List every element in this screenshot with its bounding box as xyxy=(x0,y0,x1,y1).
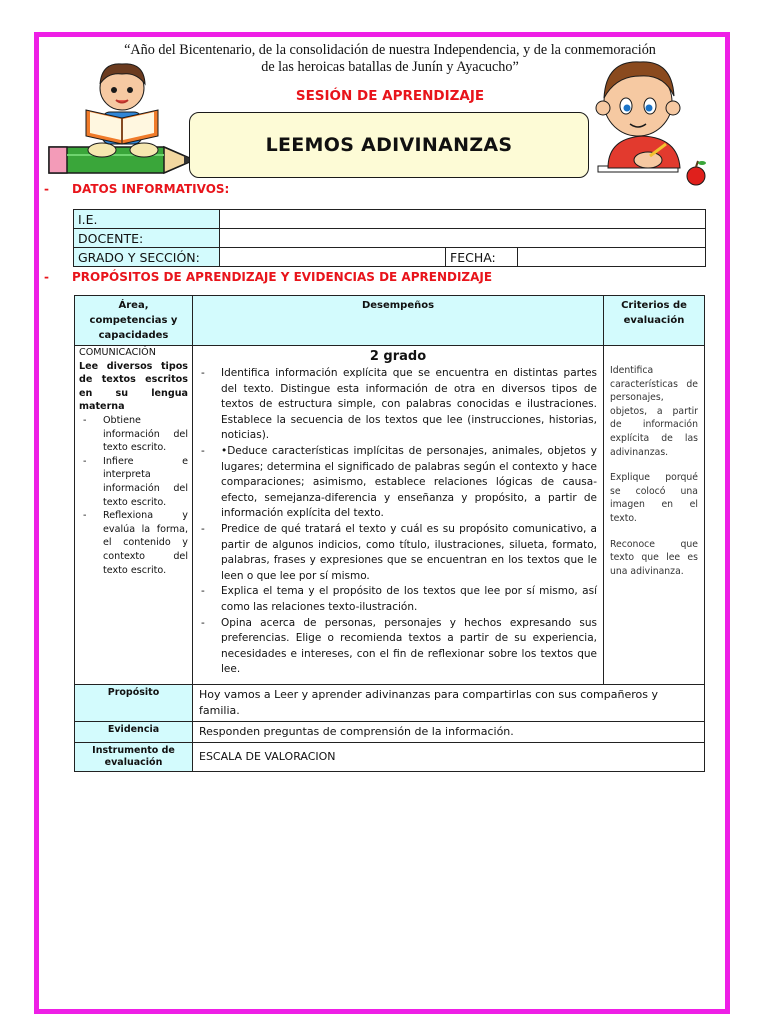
grado-value[interactable] xyxy=(220,248,446,267)
list-item: - Obtiene información del texto escrito. xyxy=(79,414,188,455)
bullet-dash: - xyxy=(44,270,49,284)
fecha-label: FECHA: xyxy=(446,248,518,267)
table-row xyxy=(74,248,706,267)
proposito-label: Propósito xyxy=(75,684,193,721)
evidencia-value: Responden preguntas de comprensión de la información. xyxy=(193,721,705,742)
docente-value[interactable] xyxy=(220,229,706,248)
bullet-dash: - xyxy=(44,182,49,196)
docente-label: DOCENTE: xyxy=(74,229,220,248)
section-propositos xyxy=(44,270,492,284)
section-title: PROPÓSITOS DE APRENDIZAJE Y EVIDENCIAS DE APRENDIZAJE xyxy=(72,270,493,284)
table-row xyxy=(75,742,705,771)
session-title: SESIÓN DE APRENDIZAJE xyxy=(295,88,485,104)
ie-label: I.E. xyxy=(74,210,220,229)
instrumento-value: ESCALA DE VALORACION xyxy=(193,742,705,771)
list-item: - Predice de qué tratará el texto y cuál es su propósito comunicativo, a partir de algunos indicios, como título, ilustraciones, silueta, formato, palabras, frases y expresiones que se encuentran en los textos que le leen o que lee por sí mismo. xyxy=(199,522,597,584)
proposito-value: Hoy vamos a Leer y aprender adivinanzas para compartirlas con sus compañeros y familia. xyxy=(193,684,705,721)
list-item: - Identifica información explícita que se encuentra en distintas partes del texto. Distingue esta información de otra en diversos tipos de textos de estructura simple, con palabras conocidas e ilustraciones. Establece la secuencia de los textos que lee (instrucciones, historias, noticias). xyxy=(199,366,597,444)
criterio-item: Reconoce que texto que lee es una adivinanza. xyxy=(610,538,698,577)
motto-line-1: “Año del Bicentenario, de la consolidación de nuestra Independencia, y de la conmemoración xyxy=(124,42,656,58)
area-header: Área, competencias y capacidades xyxy=(75,296,193,346)
info-table xyxy=(73,209,706,267)
table-row xyxy=(75,346,705,685)
desempenos-header: Desempeños xyxy=(193,296,604,346)
criterios-header: Criterios de evaluación xyxy=(604,296,705,346)
list-item: - Reflexiona y evalúa la forma, el contenido y contexto del texto escrito. xyxy=(79,509,188,577)
competencia-text: Lee diversos tipos de textos escritos en su lengua materna xyxy=(79,360,188,413)
evidencia-label: Evidencia xyxy=(75,721,193,742)
criterios-cell xyxy=(604,346,705,685)
criterio-item: Identifica características de personajes, objetos, a partir de información explícita de las adivinanzas. xyxy=(610,365,698,458)
capacidades-list xyxy=(79,414,188,577)
criterio-item: Explique porqué se colocó una imagen en el texto. xyxy=(610,472,698,524)
desempenos-cell xyxy=(193,346,604,685)
ie-value[interactable] xyxy=(220,210,706,229)
motto-text xyxy=(90,42,690,76)
table-row xyxy=(75,721,705,742)
section-title: DATOS INFORMATIVOS: xyxy=(72,182,230,196)
table-row xyxy=(74,229,706,248)
list-item: - Explica el tema y el propósito de los textos que lee por sí mismo, así como las relaciones texto-ilustración. xyxy=(199,584,597,615)
desempenos-list xyxy=(199,366,597,678)
area-title: COMUNICACIÓN xyxy=(79,347,156,358)
area-cell xyxy=(75,346,193,685)
main-title: LEEMOS ADIVINANZAS xyxy=(265,134,513,156)
list-item: - Opina acerca de personas, personajes y hechos expresando sus preferencias. Elige o recomienda textos a partir de su experiencia, necesidades e intereses, con el fin de reflexionar sobre los textos que lee. xyxy=(199,616,597,678)
fecha-value[interactable] xyxy=(518,248,706,267)
grado-label: GRADO Y SECCIÓN: xyxy=(74,248,220,267)
table-row xyxy=(75,684,705,721)
section-datos-informativos xyxy=(44,182,229,196)
motto-line-2: de las heroicas batallas de Junín y Ayacucho” xyxy=(261,59,519,75)
table-header-row xyxy=(75,296,705,346)
main-table xyxy=(74,295,705,772)
list-item: - •Deduce características implícitas de personajes, animales, objetos y lugares; determina el significado de palabras según el contexto y hace comparaciones; asimismo, establece relaciones lógicas de causa-efecto, semejanza-diferencia y enseñanza y propósito, a partir de información explícita del texto. xyxy=(199,444,597,522)
instrumento-label: Instrumento de evaluación xyxy=(75,742,193,771)
title-box xyxy=(189,112,589,178)
list-item: - Infiere e interpreta información del texto escrito. xyxy=(79,455,188,509)
table-row xyxy=(74,210,706,229)
grade-label: 2 grado xyxy=(369,349,427,364)
